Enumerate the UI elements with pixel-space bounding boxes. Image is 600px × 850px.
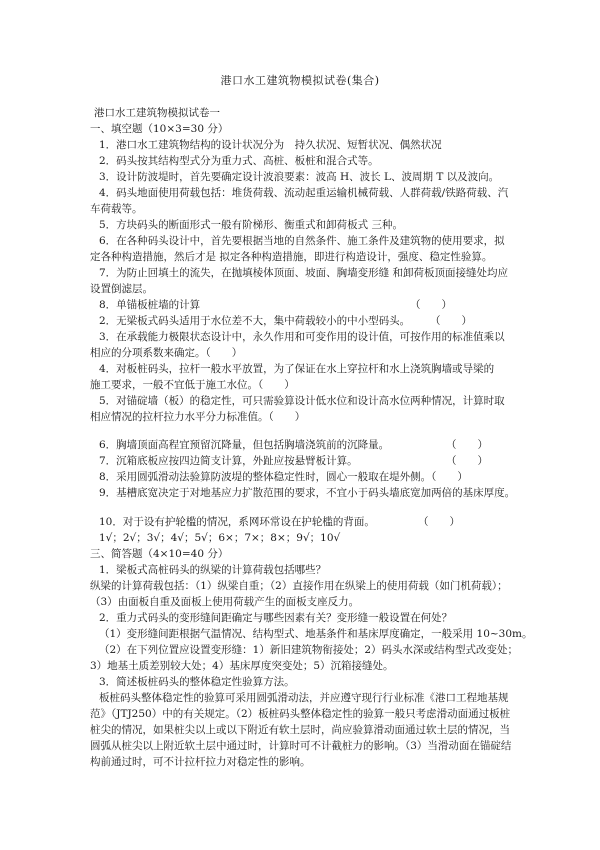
judge-question-9: 9．基槽底宽决定于对地基应力扩散范围的要求，不宜小于码头墙底宽加两倍的基床厚度。 [99, 487, 516, 499]
fill-question-8: 8．单锚板桩墙的计算 [99, 299, 201, 311]
short-answer-2-line-2: （2）在下列位置应设置变形缝：1）新旧建筑物衔接处；2）码头水深或结构型式改变处； [99, 644, 519, 656]
short-answer-2-line-1: （1）变形缝间距根据气温情况、结构型式、地基条件和基床厚度确定，一般采用 10~30m。 [99, 628, 533, 640]
document-title: 港口水工建筑物模拟试卷(集合) [220, 74, 380, 87]
judge-question-10: 10．对于设有护轮槛的情况，系网环常设在护轮槛的背面。 [99, 516, 375, 528]
judge-question-5-cont: 相应情况的拉杆拉力水平分力标准值。（ ） [90, 411, 306, 423]
fill-question-6-cont: 定各种构造措施，然后才是 拟定各种构造措施，即进行构造设计，强度、稳定性验算。 [90, 251, 493, 263]
fill-question-7: 7．为防止回填土的流失，在抛填棱体顶面、坡面、胸墙变形缝 和卸荷板顶面接缝处均应 [99, 267, 509, 279]
answer-key: 1√；2√；3√；4√；5√；6×；7×；8×；9√；10√ [99, 532, 341, 544]
judge-question-4-cont: 施工要求，一般不宜低于施工水位。（ ） [90, 379, 295, 391]
section-heading-fill: 一、填空题（10×3=30 分） [90, 123, 229, 135]
short-answer-2-line-3: 3）地基土质差别较大处；4）基床厚度突变处；5）沉箱接缝处。 [90, 660, 394, 672]
short-question-2: 2．重力式码头的变形缝间距确定与哪些因素有关？变形缝一般设置在何处？ [99, 612, 453, 624]
short-question-1: 1．梁板式高桩码头的纵梁的计算荷载包括哪些？ [99, 564, 327, 576]
short-answer-1-line-2: （3）由面板自重及面板上使用荷载产生的面板支座反力。 [90, 596, 360, 608]
judge-question-3-cont: 相应的分项系数来确定。（ ） [90, 347, 243, 359]
fill-question-4-cont: 车荷载等。 [90, 203, 143, 215]
answer-blank-2: （ ） [430, 315, 472, 327]
judge-question-4: 4．对板桩码头，拉杆一般水平放置，为了保证在水上穿拉杆和水上浇筑胸墙或导梁的 [99, 363, 495, 375]
fill-question-2: 2．码头按其结构型式分为重力式、高桩、板桩和混合式等。 [99, 155, 379, 167]
fill-question-1: 1．港口水工建筑物结构的设计状况分为 持久状况、短暂状况、偶然状况 [99, 139, 442, 151]
fill-question-6: 6．在各种码头设计中，首先要根据当地的自然条件、施工条件及建筑物的使用要求，拟 [99, 235, 505, 247]
fill-question-5: 5．方块码头的断面形式一般有阶梯形、衡重式和卸荷板式 三种。 [99, 219, 404, 231]
short-answer-1-line-1: 纵梁的计算荷载包括：（1）纵梁自重；（2）直接作用在纵梁上的使用荷载（如门机荷载）； [90, 580, 508, 592]
short-answer-3-line-5: 构前通过时，可不计拉杆拉力对稳定性的影响。 [90, 756, 311, 768]
short-question-3: 3．简述板桩码头的整体稳定性验算方法。 [99, 676, 295, 688]
answer-blank-10: （ ） [418, 516, 460, 528]
answer-blank-6: （ ） [446, 439, 488, 451]
section-heading-short: 三、简答题（4×10=40 分） [90, 548, 229, 560]
short-answer-3-line-3: 桩尖的情况，如果桩尖以上或以下附近有软土层时，尚应验算滑动面通过软土层的情况，当 [90, 724, 510, 736]
fill-question-4: 4．码头地面使用荷载包括：堆货荷载、流动起重运输机械荷载、人群荷载/铁路荷载、汽 [99, 187, 509, 199]
short-answer-3-line-2: 范》（JTJ250）中的有关规定。（2）板桩码头整体稳定性的验算一般只考虑滑动面通过板桩 [90, 708, 511, 720]
exam-subtitle: 港口水工建筑物模拟试卷一 [94, 107, 220, 119]
judge-question-3: 3．在承载能力极限状态设计中，永久作用和可变作用的设计值，可按作用的标准值乘以 [99, 331, 505, 343]
answer-blank-7: （ ） [446, 455, 488, 467]
judge-question-7: 7．沉箱底板应按四边简支计算，外趾应按悬臂板计算。 [99, 455, 358, 467]
short-answer-3-line-4: 圆弧从桩尖以上附近软土层中通过时，计算时可不计截桩力的影响。（3）当滑动面在锚碇结 [90, 740, 512, 752]
judge-question-6: 6．胸墙顶面高程宜预留沉降量，但包括胸墙浇筑前的沉降量。 [99, 439, 390, 451]
judge-question-2: 2．无梁板式码头适用于水位差不大，集中荷载较小的中小型码头。 [99, 315, 411, 327]
answer-blank-8: （ ） [410, 299, 452, 311]
fill-question-7-cont: 设置倒滤层。 [90, 283, 153, 295]
judge-question-8: 8．采用圆弧滑动法验算防波堤的整体稳定性时，圆心一般取在堤外侧。（ ） [99, 471, 468, 483]
fill-question-3: 3．设计防波堤时，首先要确定设计波浪要素：波高 H、波长 L、波周期 T 以及波向。 [99, 171, 500, 183]
judge-question-5: 5．对锚碇墙（板）的稳定性，可只需验算设计低水位和设计高水位两种情况，计算时取 [99, 395, 505, 407]
short-answer-3-line-1: 板桩码头整体稳定性的验算可采用圆弧滑动法，并应遵守现行行业标准《港口工程地基规 [99, 692, 509, 704]
